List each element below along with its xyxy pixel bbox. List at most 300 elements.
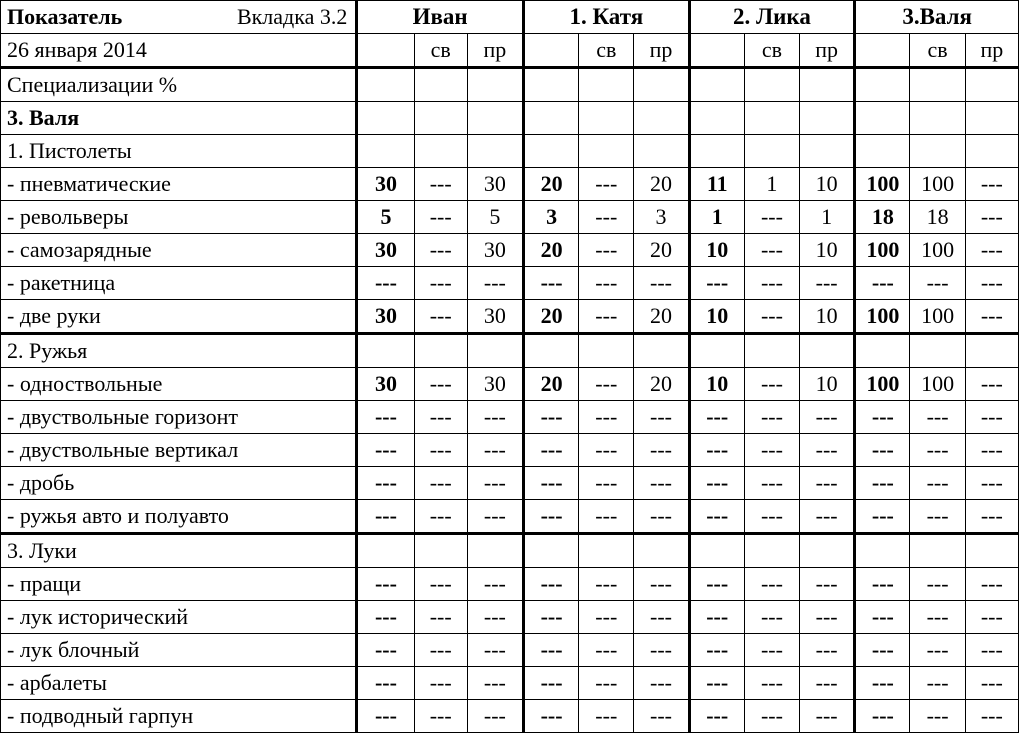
value-cell [800,334,855,368]
value-cell: --- [414,267,467,300]
value-cell [800,68,855,102]
value-cell: --- [357,267,414,300]
value-cell: --- [357,467,414,500]
value-cell: --- [744,201,799,234]
value-cell: 10 [689,368,744,401]
row-label: - дробь [1,467,357,500]
value-cell [855,102,910,135]
row-label: - пневматические [1,168,357,201]
value-cell [634,102,689,135]
value-cell: --- [523,267,578,300]
value-cell: --- [634,401,689,434]
value-cell: --- [744,467,799,500]
value-cell: --- [634,601,689,634]
table-row [1,434,1019,467]
row-label: - револьверы [1,201,357,234]
table-row [1,700,1019,733]
value-cell: --- [579,500,634,534]
sub-header-sv: св [414,34,467,68]
value-cell: --- [467,568,523,601]
value-cell: 20 [523,368,578,401]
value-cell: --- [523,634,578,667]
value-cell: --- [689,601,744,634]
value-cell [467,334,523,368]
value-cell: 10 [800,300,855,334]
value-cell: --- [910,434,965,467]
value-cell: --- [744,234,799,267]
value-cell: 20 [634,368,689,401]
value-cell: --- [579,700,634,733]
value-cell: --- [414,467,467,500]
table-row [1,68,1019,102]
table-row [1,667,1019,700]
value-cell: --- [467,401,523,434]
value-cell: --- [800,634,855,667]
value-cell [414,102,467,135]
value-cell: --- [579,434,634,467]
indicator-label: Показатель [7,4,123,29]
value-cell: 100 [910,234,965,267]
value-cell [579,334,634,368]
value-cell: --- [357,601,414,634]
value-cell: --- [800,467,855,500]
value-cell: 30 [357,234,414,267]
value-cell: 100 [910,168,965,201]
row-label: - арбалеты [1,667,357,700]
row-label: - подводный гарпун [1,700,357,733]
row-label: 1. Пистолеты [1,135,357,168]
value-cell: --- [579,634,634,667]
value-cell: --- [910,601,965,634]
value-cell: 30 [467,300,523,334]
table-row [1,102,1019,135]
value-cell: --- [965,500,1018,534]
value-cell [744,102,799,135]
value-cell: --- [800,568,855,601]
value-cell: --- [744,500,799,534]
value-cell: --- [800,500,855,534]
row-label: 2. Ружья [1,334,357,368]
value-cell: --- [523,568,578,601]
value-cell: --- [855,500,910,534]
value-cell [579,534,634,568]
value-cell [523,135,578,168]
value-cell: --- [965,267,1018,300]
value-cell: --- [744,401,799,434]
value-cell: --- [634,267,689,300]
table-row [1,634,1019,667]
value-cell: --- [357,401,414,434]
value-cell [523,534,578,568]
table-row [1,500,1019,534]
row-label: - одноствольные [1,368,357,401]
value-cell [357,68,414,102]
group-header-ivan: Иван [357,1,524,34]
value-cell: --- [579,568,634,601]
value-cell: --- [414,368,467,401]
value-cell: --- [965,434,1018,467]
value-cell: --- [744,434,799,467]
value-cell: --- [357,667,414,700]
value-cell [689,135,744,168]
value-cell: 30 [467,368,523,401]
value-cell: 30 [357,168,414,201]
value-cell: --- [523,500,578,534]
value-cell: 20 [523,300,578,334]
value-cell: --- [744,667,799,700]
value-cell: --- [634,700,689,733]
value-cell [414,135,467,168]
value-cell [965,334,1018,368]
value-cell: --- [414,300,467,334]
value-cell [634,135,689,168]
value-cell: --- [467,434,523,467]
table-row [1,401,1019,434]
value-cell: --- [855,401,910,434]
value-cell [965,102,1018,135]
value-cell [414,334,467,368]
table-row [1,368,1019,401]
value-cell: --- [467,700,523,733]
row-label: - две руки [1,300,357,334]
sub-header-sv: св [579,34,634,68]
value-cell: 5 [357,201,414,234]
value-cell: --- [965,601,1018,634]
value-cell: --- [467,601,523,634]
value-cell: --- [414,500,467,534]
value-cell: 20 [634,168,689,201]
value-cell: 100 [910,368,965,401]
value-cell: --- [523,434,578,467]
row-label: 3. Луки [1,534,357,568]
value-cell: --- [414,201,467,234]
value-cell [634,334,689,368]
value-cell: --- [414,401,467,434]
value-cell [579,135,634,168]
header-row-2 [1,34,1019,68]
value-cell: 1 [744,168,799,201]
value-cell: --- [357,634,414,667]
value-cell: --- [855,267,910,300]
value-cell: --- [965,368,1018,401]
sub-header-blank [689,34,744,68]
value-cell: 100 [855,168,910,201]
tab-label: Вкладка 3.2 [236,4,348,29]
value-cell: --- [467,467,523,500]
value-cell: --- [910,568,965,601]
value-cell: --- [744,267,799,300]
value-cell: --- [965,201,1018,234]
sub-header-pr: пр [800,34,855,68]
value-cell: 100 [910,300,965,334]
value-cell: 20 [523,168,578,201]
value-cell [357,102,414,135]
value-cell [855,334,910,368]
value-cell: 20 [634,300,689,334]
value-cell: 1 [800,201,855,234]
value-cell: --- [910,667,965,700]
value-cell: --- [855,634,910,667]
value-cell: --- [634,434,689,467]
value-cell: 3 [634,201,689,234]
table-row [1,168,1019,201]
value-cell [855,68,910,102]
value-cell: 20 [523,234,578,267]
value-cell: --- [965,234,1018,267]
value-cell [357,334,414,368]
table-row [1,534,1019,568]
value-cell: --- [523,467,578,500]
value-cell: --- [965,467,1018,500]
value-cell: --- [800,401,855,434]
value-cell [689,334,744,368]
value-cell: --- [965,168,1018,201]
value-cell: --- [689,267,744,300]
value-cell: --- [414,667,467,700]
value-cell [689,68,744,102]
value-cell: --- [414,434,467,467]
table-row [1,135,1019,168]
group-header-valya: 3.Валя [855,1,1019,34]
value-cell [910,334,965,368]
value-cell [523,68,578,102]
value-cell: --- [855,601,910,634]
value-cell: --- [965,568,1018,601]
value-cell: 10 [800,168,855,201]
value-cell: --- [744,568,799,601]
value-cell: --- [744,368,799,401]
value-cell: 30 [467,234,523,267]
row-label: 3. Валя [1,102,357,135]
value-cell [744,135,799,168]
value-cell: 10 [800,234,855,267]
value-cell: --- [965,300,1018,334]
value-cell [467,102,523,135]
value-cell [523,334,578,368]
value-cell: --- [689,700,744,733]
value-cell: --- [523,700,578,733]
value-cell: --- [689,667,744,700]
value-cell: --- [965,401,1018,434]
value-cell: 10 [800,368,855,401]
value-cell: --- [467,634,523,667]
table-row [1,300,1019,334]
row-label: - пращи [1,568,357,601]
sub-header-sv: св [744,34,799,68]
value-cell: --- [357,500,414,534]
value-cell: --- [414,568,467,601]
value-cell: --- [579,267,634,300]
value-cell: --- [579,467,634,500]
value-cell [965,68,1018,102]
value-cell: --- [910,401,965,434]
row-label: - двуствольные вертикал [1,434,357,467]
value-cell [414,534,467,568]
value-cell: --- [965,700,1018,733]
value-cell [910,534,965,568]
value-cell: --- [689,401,744,434]
row-label: - лук блочный [1,634,357,667]
value-cell: --- [414,700,467,733]
value-cell: --- [965,667,1018,700]
value-cell: --- [414,234,467,267]
value-cell [689,534,744,568]
value-cell: 10 [689,234,744,267]
value-cell: 18 [855,201,910,234]
value-cell: --- [634,667,689,700]
value-cell [910,135,965,168]
value-cell: --- [579,234,634,267]
sub-header-pr: пр [467,34,523,68]
value-cell: 11 [689,168,744,201]
value-cell [357,534,414,568]
value-cell: --- [357,700,414,733]
value-cell [800,135,855,168]
table-row [1,601,1019,634]
value-cell: 1 [689,201,744,234]
value-cell: --- [579,401,634,434]
value-cell: --- [523,401,578,434]
value-cell [414,68,467,102]
sub-header-blank [523,34,578,68]
value-cell: 100 [855,234,910,267]
value-cell: --- [414,168,467,201]
value-cell [910,102,965,135]
value-cell: --- [357,434,414,467]
row-label: - самозарядные [1,234,357,267]
value-cell [689,102,744,135]
value-cell: 18 [910,201,965,234]
value-cell: 20 [634,234,689,267]
value-cell: --- [800,267,855,300]
value-cell [744,334,799,368]
value-cell: --- [689,568,744,601]
value-cell [800,102,855,135]
value-cell [467,534,523,568]
value-cell [744,68,799,102]
value-cell: 3 [523,201,578,234]
value-cell: --- [579,168,634,201]
value-cell: 30 [357,368,414,401]
value-cell: --- [855,434,910,467]
value-cell [634,534,689,568]
row-label: - ракетница [1,267,357,300]
value-cell: --- [744,634,799,667]
value-cell: 100 [855,300,910,334]
value-cell: --- [855,700,910,733]
value-cell: --- [910,267,965,300]
row-label: Специализации % [1,68,357,102]
value-cell: --- [744,300,799,334]
row-label: - ружья авто и полуавто [1,500,357,534]
group-header-katya: 1. Катя [523,1,689,34]
value-cell: --- [910,467,965,500]
value-cell [800,534,855,568]
value-cell: --- [800,434,855,467]
value-cell: --- [689,634,744,667]
value-cell: --- [579,300,634,334]
value-cell: --- [579,601,634,634]
table-row [1,467,1019,500]
value-cell [855,534,910,568]
sub-header-pr: пр [965,34,1018,68]
value-cell: --- [910,700,965,733]
table-row [1,201,1019,234]
value-cell: --- [634,500,689,534]
value-cell: --- [910,500,965,534]
sub-header-sv: св [910,34,965,68]
value-cell: --- [800,667,855,700]
table-row [1,568,1019,601]
value-cell [855,135,910,168]
header-row-1 [1,1,1019,34]
sub-header-blank [855,34,910,68]
value-cell: --- [414,601,467,634]
value-cell: --- [634,634,689,667]
value-cell: --- [800,700,855,733]
value-cell: --- [689,434,744,467]
value-cell [579,68,634,102]
value-cell: --- [414,634,467,667]
value-cell: --- [855,467,910,500]
value-cell: --- [579,201,634,234]
group-header-lika: 2. Лика [689,1,855,34]
value-cell: --- [689,467,744,500]
header-title-cell [1,1,357,34]
value-cell: --- [579,667,634,700]
value-cell: 100 [855,368,910,401]
value-cell: 30 [357,300,414,334]
value-cell: --- [634,568,689,601]
value-cell: --- [910,634,965,667]
value-cell [744,534,799,568]
table-row [1,267,1019,300]
report-date: 26 января 2014 [1,34,357,68]
value-cell: --- [467,267,523,300]
value-cell: --- [689,500,744,534]
table-row [1,234,1019,267]
value-cell: --- [744,700,799,733]
value-cell: --- [467,500,523,534]
row-label: - двуствольные горизонт [1,401,357,434]
value-cell [467,68,523,102]
value-cell: 5 [467,201,523,234]
value-cell: --- [744,601,799,634]
value-cell: --- [855,667,910,700]
value-cell: --- [523,667,578,700]
value-cell [910,68,965,102]
sub-header-blank [357,34,414,68]
value-cell [579,102,634,135]
value-cell [523,102,578,135]
sub-header-pr: пр [634,34,689,68]
row-label: - лук исторический [1,601,357,634]
value-cell: --- [965,634,1018,667]
value-cell: --- [579,368,634,401]
value-cell: --- [800,601,855,634]
value-cell [357,135,414,168]
value-cell: --- [467,667,523,700]
value-cell: --- [357,568,414,601]
value-cell [965,534,1018,568]
value-cell [965,135,1018,168]
table-row [1,334,1019,368]
value-cell: 10 [689,300,744,334]
value-cell: --- [523,601,578,634]
value-cell: --- [855,568,910,601]
value-cell: --- [634,467,689,500]
value-cell: 30 [467,168,523,201]
